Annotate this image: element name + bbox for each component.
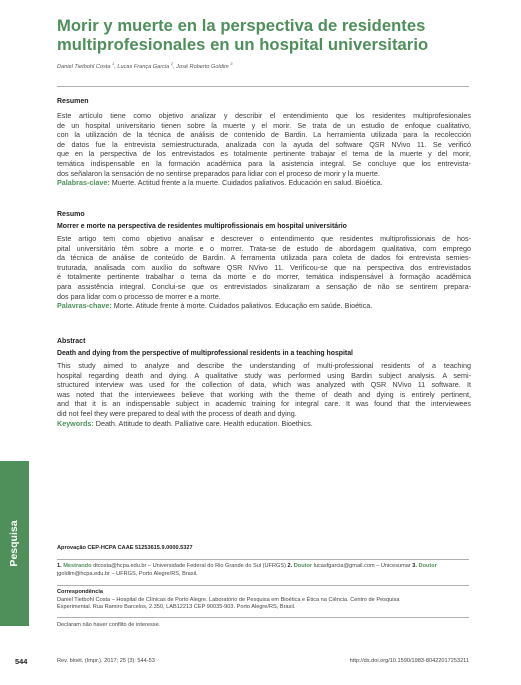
resumen-line: Este artículo tiene como objetivo analizar y describir el entendimiento que los residentes multiprofesionales xyxy=(57,111,471,120)
author-mark: 3 xyxy=(230,61,233,66)
resumen-keywords xyxy=(57,178,471,188)
abstract-line: This study aimed to analyze and describe the understanding of multi-professional residents of a teaching xyxy=(57,361,471,370)
correspondence-line: Daniel Tietbohl Costa – Hospital de Clínicas de Porto Alegre. Laboratório de Pesquisa em Bioética e Ética na Ciência. Centro de Pesquisa xyxy=(57,596,400,603)
resumo-line: da técnica de análise de conteúdo de Bardin. A ferramenta utilizada para coleta de dados foi entrevista semies- xyxy=(57,253,471,263)
resumen-line: de datos fue la entrevista semiestructurada, analizada con la ayuda del software QSR NVivo 11. Se verificó xyxy=(57,139,471,149)
resumo-line: truturada, analisada com auxílio do software QSR NVivo 11. Verificou-se que na perspectiva dos entrevistados xyxy=(57,262,471,272)
abstract-line: was noted that the interviewees believe that working with the theme of death and dying is entirely pertinent, xyxy=(57,389,471,399)
conflict-statement: Declaram não haver conflito de interesse. xyxy=(57,622,161,628)
author-list: Daniel Tietbohl Costa $^1$, Lucas França Garcia $^2$, José Roberto Goldim $^3$ xyxy=(57,61,233,70)
sidebar-label: Pesquisa xyxy=(8,520,20,567)
affiliation-num: 3. xyxy=(412,563,417,569)
correspondence-line: Experimental. Rua Ramiro Barcelos, 2.350, LAB12213 CEP 90035-903. Porto Alegre/RS, Brasil. xyxy=(57,604,296,611)
section-sidebar xyxy=(0,461,29,626)
resumo-body xyxy=(57,234,471,311)
affiliation-text: dtcosta@hcpa.edu.br – Universidade Federal do Rio Grande do Sul (UFRGS) xyxy=(93,563,286,569)
author-name: José Roberto Goldim xyxy=(176,63,229,70)
affiliation-title: Doutor xyxy=(293,563,313,569)
keywords-text: Morte. Atitude frente à morte. Cuidados paliativos. Educação em saúde. Bioética. xyxy=(113,301,373,311)
keywords-label: Palabras-clave: xyxy=(57,178,110,188)
journal-citation: Rev. bioét. (Impr.). 2017; 25 (3): 544-53 xyxy=(57,658,155,664)
abstract-keywords xyxy=(57,419,471,429)
page-number: 544 xyxy=(15,657,28,666)
page-footer xyxy=(0,657,521,669)
resumo-section xyxy=(57,210,471,311)
author-mark: 2 xyxy=(170,61,174,66)
abstract-body xyxy=(57,361,471,428)
keywords-label: Keywords: xyxy=(57,418,94,428)
divider xyxy=(57,617,469,618)
abstract-heading: Abstract xyxy=(57,338,86,345)
resumen-line: dos señalaron la sensación de no sentirse preparados para lidiar con el proceso de morir y la muerte. xyxy=(57,168,380,178)
affiliation-text: lucasfgarcia@gmail.com – Unicesumar xyxy=(313,563,411,569)
correspondence xyxy=(57,589,471,612)
abstract-line: and that it is an indispensable subject in academic training for integral care. It was found that the interviewees xyxy=(57,399,471,409)
keywords-label: Palavras-chave: xyxy=(57,301,112,311)
divider xyxy=(57,86,469,87)
resumo-line: dos para lidar com o processo de morrer e a morte. xyxy=(57,291,221,301)
affiliation-title: Mestrando xyxy=(63,563,92,569)
doi-link[interactable]: http://dx.doi.org/10.1590/1983-80422017253211 xyxy=(349,658,469,664)
resumen-line: temática indispensable en la formación académica para la asistencia integral. Se concluye que los entrevista- xyxy=(57,158,471,168)
author-mark: 1 xyxy=(112,61,115,66)
keywords-text: Muerte. Actitud frente a la muerte. Cuidados paliativos. Educación en salud. Bioética. xyxy=(111,178,383,188)
author-name: Lucas França Garcia xyxy=(117,63,170,70)
resumen-section xyxy=(57,97,471,188)
resumo-line: pital universitário têm sobre a morte e o morrer. Trata-se de estudo de abordagem qualitativa, com emprego xyxy=(57,243,471,253)
abstract-line: hospital regarding death and dying. A qualitative study was performed using Bardin subject analysis. A semi- xyxy=(57,370,471,380)
resumen-body xyxy=(57,111,471,188)
resumo-keywords xyxy=(57,301,471,311)
resumen-line: de un hospital universitario tienen sobre la muerte y el morir. Se trata de un estudio de enfoque cualitativo, xyxy=(57,120,471,130)
affiliation-title: Doutor xyxy=(418,563,437,569)
resumen-heading: Resumen xyxy=(57,98,89,105)
resumo-line: para assistência integral. Conclui-se que os entrevistados sinalizaram a sensação de não se sentirem prepara- xyxy=(57,281,471,291)
affiliation-num: 2. xyxy=(287,563,293,569)
divider xyxy=(57,559,469,560)
approval-note: Aprovação CEP-HCPA CAAE 51253615.9.0000.5327 xyxy=(57,545,193,551)
divider xyxy=(57,585,469,586)
article-title xyxy=(57,16,477,54)
abstract-subtitle: Death and dying from the perspective of multiprofessional residents in a teaching hospital xyxy=(57,350,353,357)
resumo-subtitle: Morrer e morte na perspectiva de residentes multiprofissionais em hospital universitário xyxy=(57,223,347,230)
resumo-line: é totalmente pertinente trabalhar o tema da morte e do morrer, temática indispensável à formação acadêmica xyxy=(57,272,471,282)
keywords-text: Death. Attitude to death. Palliative care. Health education. Bioethics. xyxy=(95,418,313,428)
correspondence-heading: Correspondência xyxy=(57,589,104,595)
resumo-line: Este artigo tem como objetivo analisar e descrever o entendimento que residentes multiprofissionais de hos- xyxy=(57,234,471,243)
affiliation-text: jgoldim@hcpa.edu.br – UFRGS, Porto Alegre/RS, Brasil. xyxy=(57,570,198,577)
abstract-line: did not feel they were prepared to deal with the process of death and dying. xyxy=(57,408,297,418)
resumo-heading: Resumo xyxy=(57,211,85,218)
resumen-line: que en la perspectiva de los entrevistados es totalmente pertinente trabajar el tema de la muerte y del morir, xyxy=(57,149,471,159)
resumen-line: con la utilización de la técnica de análisis de contenido de Bardin. La herramienta utilizada para la recolección xyxy=(57,130,471,140)
title-line-1: Morir y muerte en la perspectiva de residentes xyxy=(57,16,426,35)
affiliations xyxy=(57,563,471,578)
author-name: Daniel Tietbohl Costa xyxy=(57,63,111,70)
abstract-line: structured interview was used for the collection of data, which was analyzed with QSR NVivo 11 software. It xyxy=(57,380,471,390)
title-line-2: multiprofesionales en un hospital universitario xyxy=(57,35,429,54)
affiliation-num: 1. xyxy=(57,563,62,569)
abstract-section xyxy=(57,337,471,428)
